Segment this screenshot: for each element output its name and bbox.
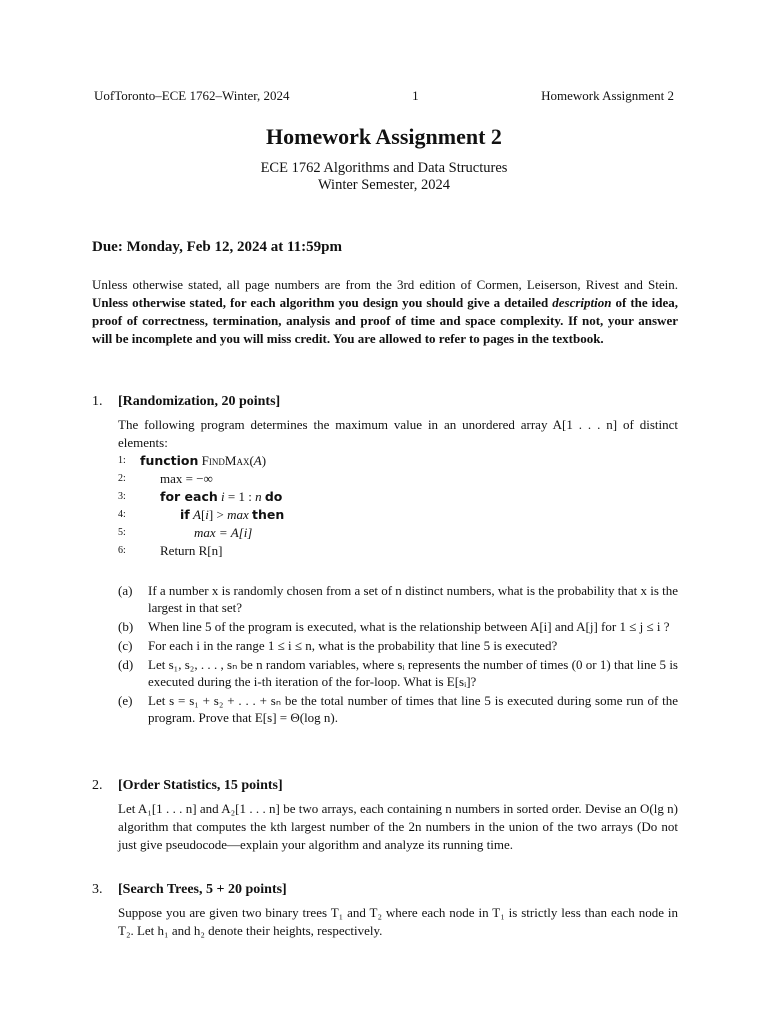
problem-title: [Search Trees, 5 + 20 points]: [118, 882, 287, 897]
subpart: [118, 637, 678, 654]
line-number: 2:: [118, 473, 126, 484]
algo-line: [118, 524, 678, 542]
problem-heading: [92, 778, 678, 794]
algo-line: [118, 452, 678, 470]
subpart-label: (c): [118, 638, 133, 653]
problem-text: Let A₁[1 . . . n] and A₂[1 . . . n] be two arrays, each containing n numbers in sorted order. Devise an O(lg n) algorithm that computes the kth largest number of the 2n numbers in the union of the two arrays (Do not just give pseudocode—explain your algorithm and analyze its running time.: [118, 801, 678, 852]
problem-text: Suppose you are given two binary trees T₁ and T₂ where each node in T₁ is strictly less than each node in T₂. Let h₁ and h₂ denote their heights, respectively.: [118, 905, 678, 938]
instructions-bold-1: Unless otherwise stated, for each algorithm you design you should give a detailed: [92, 295, 549, 310]
subpart-text: For each i in the range 1 ≤ i ≤ n, what is the probability that line 5 is executed?: [148, 638, 558, 653]
line-number: 4:: [118, 509, 126, 520]
algo-line-text: for each i = 1 : n do: [160, 489, 283, 504]
algo-line-text: max = −∞: [160, 471, 213, 486]
header-course: UofToronto–ECE 1762–Winter, 2024: [94, 88, 290, 103]
algo-line-text: max = A[i]: [194, 525, 253, 540]
problem-title: [Randomization, 20 points]: [118, 394, 281, 409]
problem-heading: [92, 882, 678, 898]
algorithm-block: [118, 452, 678, 560]
problem-1: [92, 394, 678, 728]
problem-3: [92, 882, 678, 940]
problem-heading: [92, 394, 678, 410]
instructions-bold-2: of the idea, proof of correctness, termination, analysis and proof of time and space complexity. If not, your answer will be incomplete and you will miss credit. You are allowed to refer to pages in the textbook.: [92, 295, 679, 346]
running-header: [94, 88, 674, 104]
subpart-text: When line 5 of the program is executed, what is the relationship between A[i] and A[j] for 1 ≤ j ≤ i ?: [148, 619, 670, 634]
algo-line: [118, 470, 678, 488]
title-block: [0, 124, 768, 194]
subpart-label: (d): [118, 657, 134, 672]
subpart-label: (e): [118, 693, 133, 708]
due-date: Due: Monday, Feb 12, 2024 at 11:59pm: [92, 239, 343, 255]
header-page-number: 1: [412, 88, 419, 103]
problem-number: 2.: [92, 778, 103, 793]
problem-2: [92, 778, 678, 854]
instructions-plain: Unless otherwise stated, all page numbers are from the 3rd edition of Cormen, Leiserson, Rivest and Stein.: [92, 277, 678, 292]
line-number: 6:: [118, 545, 126, 556]
subpart-text: Let s = s₁ + s₂ + . . . + sₙ be the total number of times that line 5 is executed during some run of the program. Prove that E[s] = Θ(log n).: [148, 693, 678, 725]
algo-line-text: function FindMax(A): [140, 453, 267, 468]
subpart: [118, 656, 678, 690]
line-number: 1:: [118, 455, 126, 466]
algo-line: [118, 488, 678, 506]
algo-line-text: Return R[n]: [160, 543, 223, 558]
subpart-label: (b): [118, 619, 134, 634]
algo-line: [118, 542, 678, 560]
subpart: [118, 582, 678, 616]
instructions-paragraph: [92, 276, 678, 348]
page-title: Homework Assignment 2: [266, 124, 502, 149]
line-number: 3:: [118, 491, 126, 502]
problem-title: [Order Statistics, 15 points]: [118, 778, 283, 793]
algo-line-text: if A[i] > max then: [180, 507, 285, 522]
problem-text: The following program determines the maximum value in an unordered array A[1 . . . n] of distinct elements:: [118, 417, 678, 450]
algo-line: [118, 506, 678, 524]
problem-number: 1.: [92, 394, 103, 409]
subpart: [118, 692, 678, 726]
line-number: 5:: [118, 527, 126, 538]
semester: Winter Semester, 2024: [317, 177, 451, 193]
instructions-emphasis: description: [552, 295, 612, 310]
header-assignment: Homework Assignment 2: [541, 88, 674, 103]
subpart: [118, 618, 678, 635]
course-name: ECE 1762 Algorithms and Data Structures: [260, 160, 508, 176]
subpart-text: Let s₁, s₂, . . . , sₙ be n random variables, where sᵢ represents the number of times (0 or 1) that line 5 is executed during the i-th iteration of the for-loop. What is E[sᵢ]?: [148, 657, 678, 689]
subpart-text: If a number x is randomly chosen from a set of n distinct numbers, what is the probability that x is the largest in that set?: [148, 583, 679, 615]
subpart-label: (a): [118, 583, 133, 598]
subparts-list: [118, 582, 678, 726]
problem-number: 3.: [92, 882, 103, 897]
